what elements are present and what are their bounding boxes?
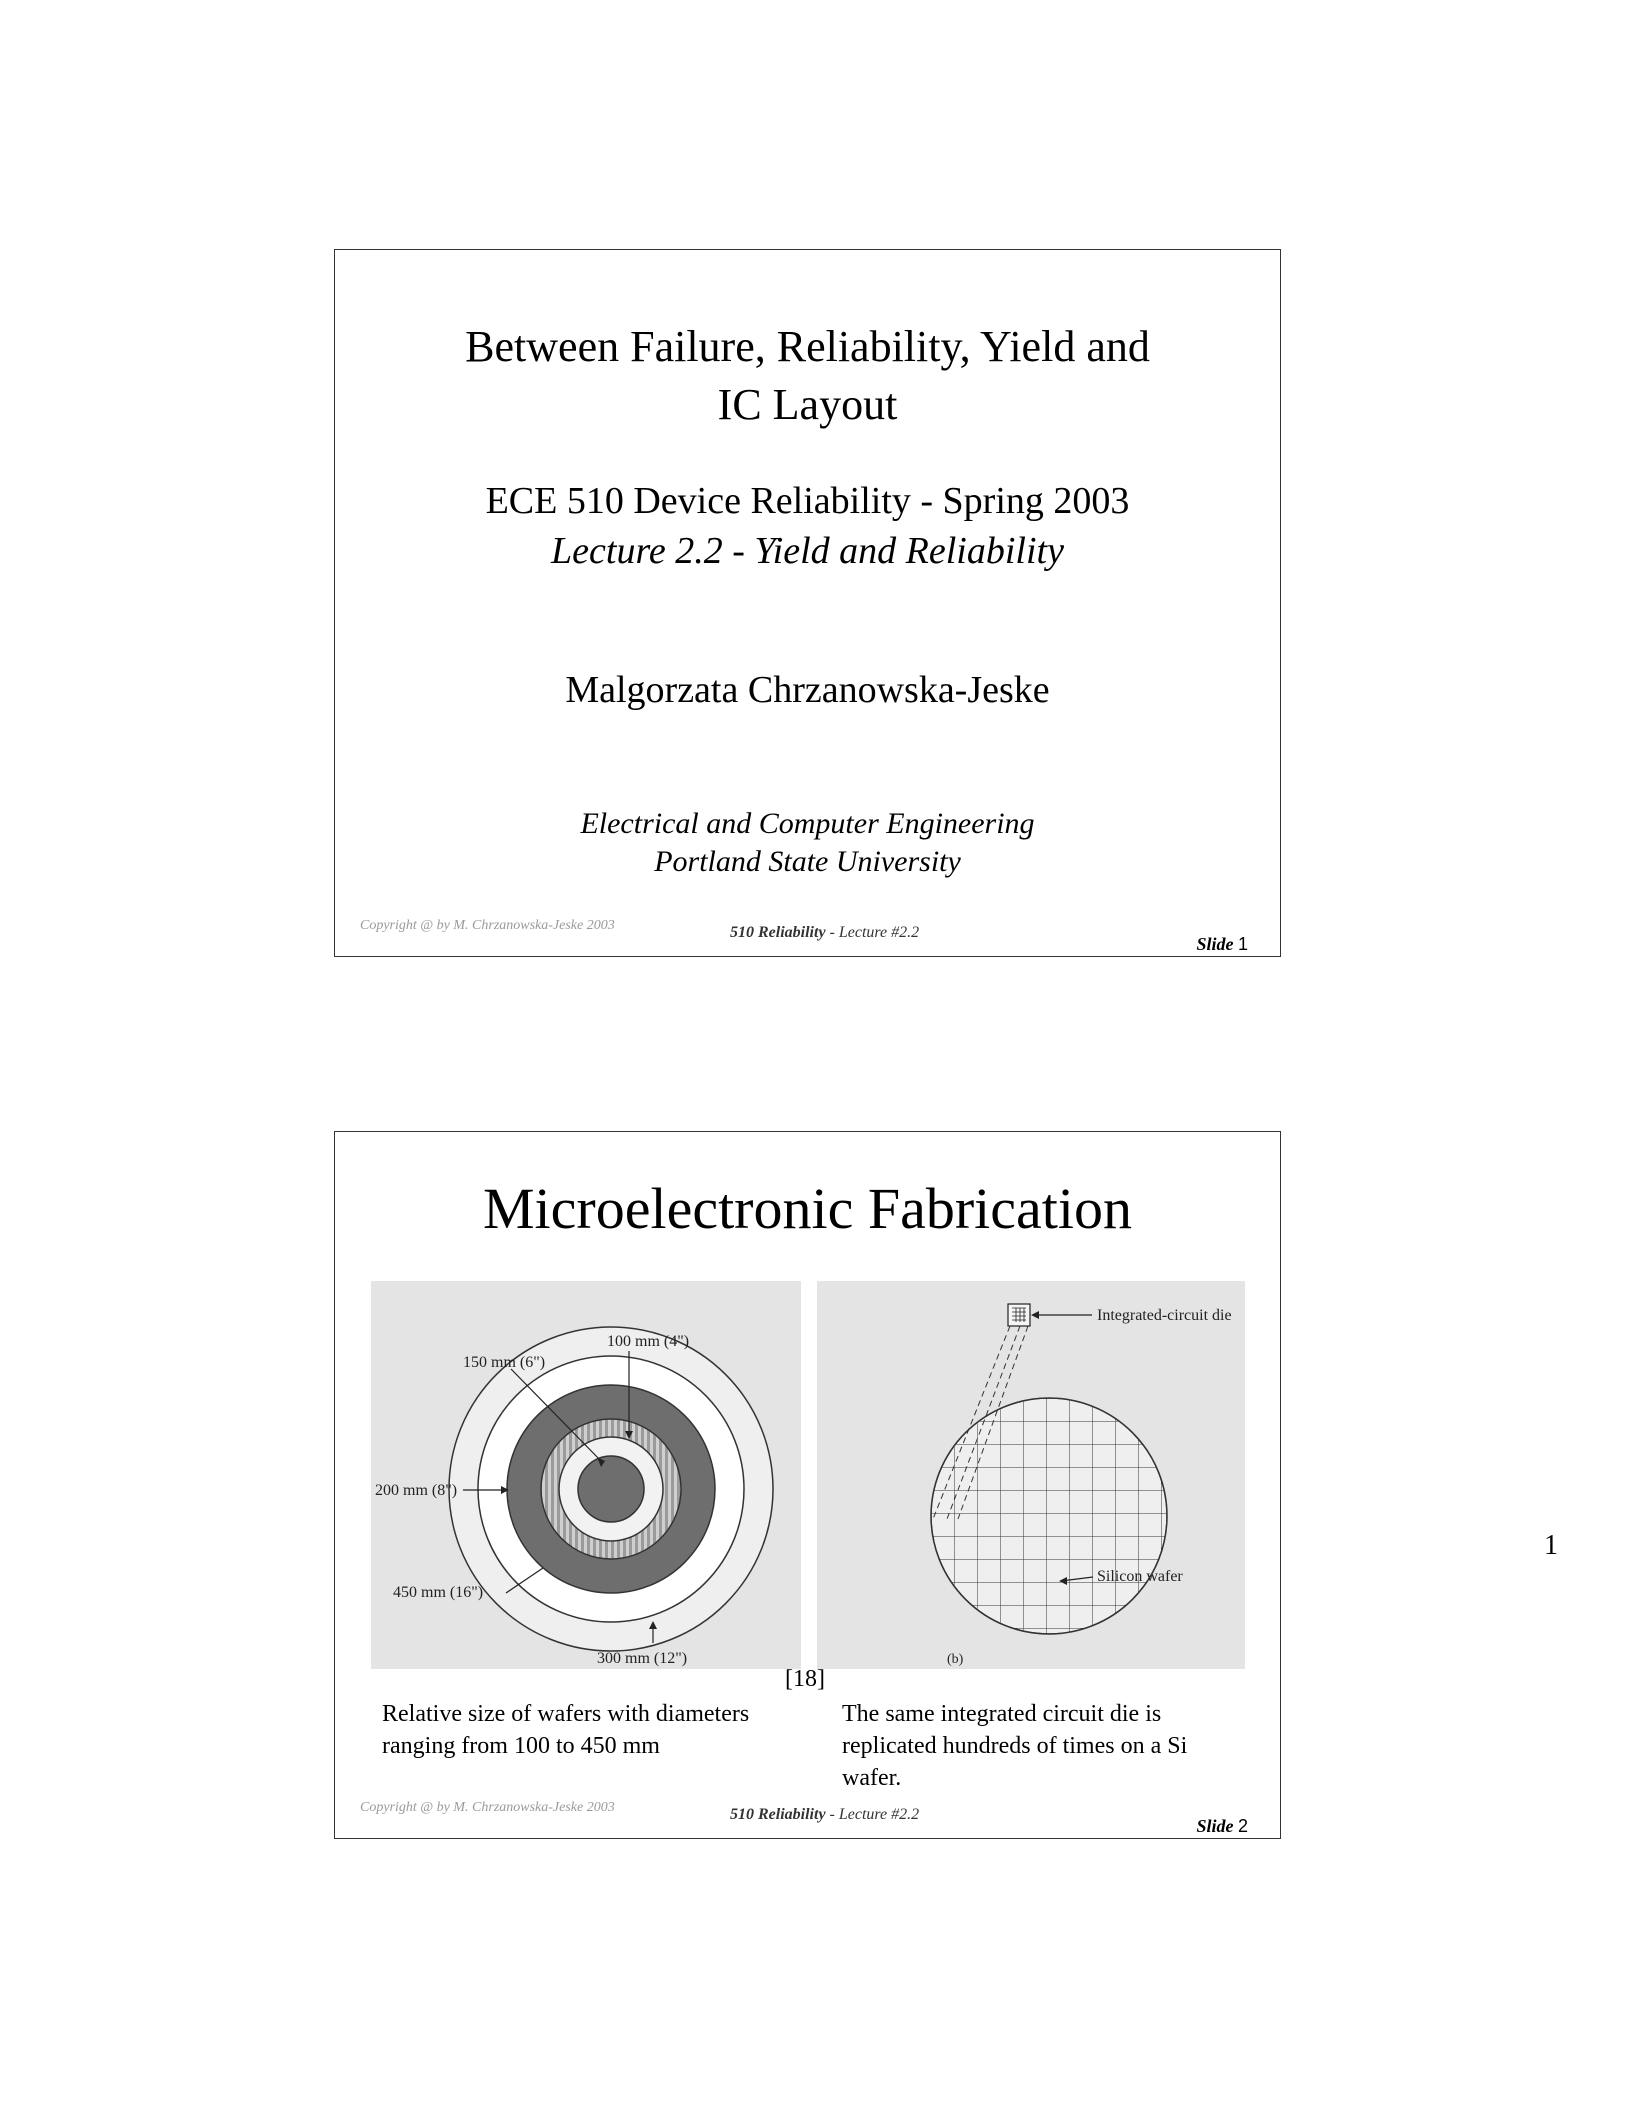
label-ic-die: Integrated-circuit die — [1097, 1307, 1232, 1324]
label-300mm: 300 mm (12") — [597, 1650, 688, 1667]
wafer-die-figure — [817, 1281, 1245, 1669]
slide-number — [1196, 934, 1248, 955]
slide-footer — [730, 1806, 919, 1824]
copyright-note: Copyright @ by M. Chrzanowska-Jeske 2003 — [360, 918, 615, 933]
footer-lecture: - Lecture #2.2 — [825, 924, 920, 941]
slide-number-value: 2 — [1237, 1816, 1248, 1836]
footer-course: 510 Reliability — [730, 1806, 826, 1823]
silicon-wafer-circle — [931, 1398, 1167, 1634]
footer-course: 510 Reliability — [730, 924, 826, 941]
slide-1-title — [335, 318, 1280, 434]
label-silicon-wafer: Silicon wafer — [1097, 1568, 1183, 1585]
slide-number-label: Slide — [1196, 934, 1234, 954]
caption-wafer-sizes: Relative size of wafers with diameters ranging from 100 to 450 mm — [382, 1701, 750, 1759]
slide-number-value: 1 — [1237, 934, 1248, 954]
wafer-die-diagram — [817, 1281, 1245, 1669]
label-150mm: 150 mm (6") — [463, 1354, 546, 1371]
title-line-1: Between Failure, Reliability, Yield and — [465, 322, 1150, 371]
slide-number-label: Slide — [1196, 1816, 1234, 1836]
department: Electrical and Computer Engineering — [580, 807, 1035, 840]
label-100mm: 100 mm (4") — [607, 1333, 690, 1350]
caption-die-replication: The same integrated circuit die is replicated hundreds of times on a Si wafer. — [842, 1701, 1188, 1791]
lecture-title: Lecture 2.2 - Yield and Reliability — [551, 530, 1064, 572]
label-450mm: 450 mm (16") — [393, 1584, 484, 1601]
author-name: Malgorzata Chrzanowska-Jeske — [565, 669, 1050, 711]
slide-1 — [334, 249, 1281, 957]
label-200mm: 200 mm (8") — [375, 1482, 458, 1499]
label-b: (b) — [947, 1652, 964, 1667]
slide-number — [1196, 1816, 1248, 1837]
course-name: ECE 510 Device Reliability - Spring 2003 — [485, 480, 1130, 522]
copyright-note: Copyright @ by M. Chrzanowska-Jeske 2003 — [360, 1800, 615, 1815]
wafer-sizes-diagram — [371, 1281, 801, 1669]
footer-lecture: - Lecture #2.2 — [825, 1806, 920, 1823]
wafer-sizes-figure — [371, 1281, 801, 1669]
title-line-2: IC Layout — [717, 380, 898, 429]
ic-die-box — [1008, 1304, 1030, 1326]
slide-footer — [730, 924, 919, 942]
wafer-center-disc — [578, 1456, 644, 1522]
university: Portland State University — [654, 845, 961, 878]
slide-2 — [334, 1131, 1281, 1839]
reference-marker: [18] — [785, 1666, 825, 1692]
slide-2-title: Microelectronic Fabrication — [482, 1176, 1133, 1241]
page-number: 1 — [1544, 1530, 1558, 1561]
